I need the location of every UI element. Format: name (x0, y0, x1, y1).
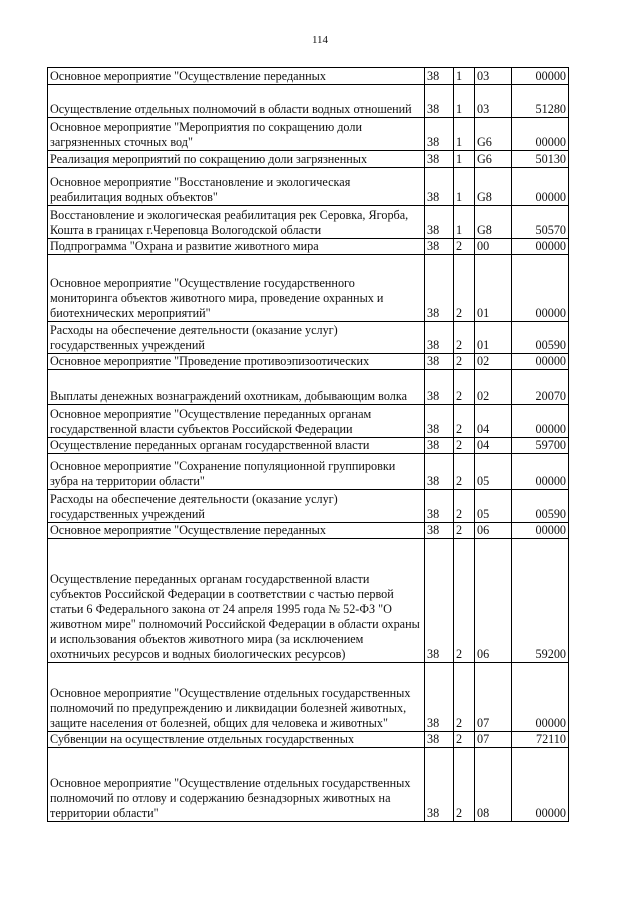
row-name: Расходы на обеспечение деятельности (оказание услуг) государственных учреждений (48, 490, 425, 523)
row-gp-code: 38 (425, 438, 454, 454)
table-row (48, 151, 569, 168)
row-name: Подпрограмма "Охрана и развитие животного мира (48, 239, 425, 255)
row-name: Основное мероприятие "Осуществление переданных органам государственной власти субъектов Российской Федерации (48, 405, 425, 438)
page-number: 114 (311, 34, 329, 46)
row-subprogram-code: 1 (454, 168, 475, 206)
row-direction-code: 51280 (512, 85, 569, 118)
row-subprogram-code: 2 (454, 239, 475, 255)
row-subprogram-code: 2 (454, 663, 475, 732)
row-gp-code: 38 (425, 732, 454, 748)
row-event-code: 00 (475, 239, 512, 255)
table-row (48, 239, 569, 255)
row-subprogram-code: 2 (454, 322, 475, 354)
table-row (48, 354, 569, 370)
row-gp-code: 38 (425, 118, 454, 151)
table-row (48, 168, 569, 206)
row-gp-code: 38 (425, 539, 454, 663)
row-subprogram-code: 2 (454, 255, 475, 322)
row-name: Осуществление отдельных полномочий в области водных отношений (48, 85, 425, 118)
row-direction-code: 00000 (512, 118, 569, 151)
row-event-code: 03 (475, 85, 512, 118)
row-subprogram-code: 2 (454, 438, 475, 454)
row-gp-code: 38 (425, 151, 454, 168)
row-direction-code: 00000 (512, 255, 569, 322)
row-name: Основное мероприятие "Осуществление переданных (48, 68, 425, 85)
row-event-code: 02 (475, 370, 512, 405)
row-name: Осуществление переданных органам государственной власти (48, 438, 425, 454)
row-event-code: 04 (475, 438, 512, 454)
row-name: Основное мероприятие "Осуществление переданных (48, 523, 425, 539)
table-row (48, 206, 569, 239)
row-direction-code: 00000 (512, 454, 569, 490)
row-name: Основное мероприятие "Осуществление государственного мониторинга объектов животного мира, проведение охранных и биотехнических мероприятий" (48, 255, 425, 322)
row-event-code: 03 (475, 68, 512, 85)
row-gp-code: 38 (425, 322, 454, 354)
row-direction-code: 50130 (512, 151, 569, 168)
row-direction-code: 20070 (512, 370, 569, 405)
row-name: Основное мероприятие "Сохранение популяционной группировки зубра на территории области" (48, 454, 425, 490)
row-direction-code: 72110 (512, 732, 569, 748)
row-event-code: G8 (475, 206, 512, 239)
row-subprogram-code: 1 (454, 206, 475, 239)
row-gp-code: 38 (425, 370, 454, 405)
row-direction-code: 00000 (512, 168, 569, 206)
row-event-code: 05 (475, 454, 512, 490)
table-row (48, 663, 569, 732)
row-subprogram-code: 2 (454, 732, 475, 748)
table-row (48, 118, 569, 151)
row-event-code: 07 (475, 663, 512, 732)
row-gp-code: 38 (425, 663, 454, 732)
row-direction-code: 00000 (512, 354, 569, 370)
row-event-code: G8 (475, 168, 512, 206)
row-gp-code: 38 (425, 255, 454, 322)
row-event-code: 07 (475, 732, 512, 748)
row-gp-code: 38 (425, 354, 454, 370)
table-row (48, 523, 569, 539)
row-gp-code: 38 (425, 206, 454, 239)
row-direction-code: 00000 (512, 239, 569, 255)
row-gp-code: 38 (425, 523, 454, 539)
row-event-code: 06 (475, 523, 512, 539)
row-event-code: 01 (475, 255, 512, 322)
row-direction-code: 00590 (512, 490, 569, 523)
table-row (48, 454, 569, 490)
row-name: Осуществление переданных органам государственной власти субъектов Российской Федерации в соответствии с частью первой статьи 6 Федерального закона от 24 апреля 1995 года № 52-ФЗ "О животном мире" полномочий Российской Федерации в области охраны и использования объектов животного мира (за исключением охотничьих ресурсов и водных биологических ресурсов) (48, 539, 425, 663)
row-subprogram-code: 2 (454, 405, 475, 438)
table-row (48, 732, 569, 748)
row-gp-code: 38 (425, 490, 454, 523)
row-gp-code: 38 (425, 454, 454, 490)
table-row (48, 405, 569, 438)
row-gp-code: 38 (425, 405, 454, 438)
table-row (48, 255, 569, 322)
row-gp-code: 38 (425, 68, 454, 85)
row-direction-code: 50570 (512, 206, 569, 239)
row-subprogram-code: 2 (454, 370, 475, 405)
row-subprogram-code: 1 (454, 85, 475, 118)
row-subprogram-code: 2 (454, 490, 475, 523)
row-event-code: 04 (475, 405, 512, 438)
row-subprogram-code: 2 (454, 539, 475, 663)
row-subprogram-code: 2 (454, 354, 475, 370)
row-direction-code: 00000 (512, 663, 569, 732)
row-direction-code: 00590 (512, 322, 569, 354)
row-name: Восстановление и экологическая реабилитация рек Серовка, Ягорба, Кошта в границах г.Череповца Вологодской области (48, 206, 425, 239)
row-event-code: G6 (475, 151, 512, 168)
row-gp-code: 38 (425, 748, 454, 822)
row-subprogram-code: 2 (454, 454, 475, 490)
table-row (48, 85, 569, 118)
row-gp-code: 38 (425, 239, 454, 255)
row-gp-code: 38 (425, 85, 454, 118)
row-event-code: G6 (475, 118, 512, 151)
row-name: Основное мероприятие "Осуществление отдельных государственных полномочий по предупреждению и ликвидации болезней животных, защите населения от болезней, общих для человека и животных" (48, 663, 425, 732)
row-name: Реализация мероприятий по сокращению доли загрязненных (48, 151, 425, 168)
table-row (48, 539, 569, 663)
row-event-code: 06 (475, 539, 512, 663)
row-gp-code: 38 (425, 168, 454, 206)
row-direction-code: 00000 (512, 523, 569, 539)
table-row (48, 322, 569, 354)
row-direction-code: 59200 (512, 539, 569, 663)
table-row (48, 748, 569, 822)
row-subprogram-code: 2 (454, 748, 475, 822)
row-direction-code: 59700 (512, 438, 569, 454)
row-event-code: 01 (475, 322, 512, 354)
table-row (48, 490, 569, 523)
row-direction-code: 00000 (512, 68, 569, 85)
table-body (48, 68, 569, 822)
row-subprogram-code: 1 (454, 118, 475, 151)
row-name: Выплаты денежных вознаграждений охотникам, добывающим волка (48, 370, 425, 405)
row-event-code: 02 (475, 354, 512, 370)
row-subprogram-code: 2 (454, 523, 475, 539)
row-event-code: 05 (475, 490, 512, 523)
table-row (48, 438, 569, 454)
row-name: Основное мероприятие "Осуществление отдельных государственных полномочий по отлову и содержанию безнадзорных животных на территории области" (48, 748, 425, 822)
row-subprogram-code: 1 (454, 151, 475, 168)
row-subprogram-code: 1 (454, 68, 475, 85)
row-name: Субвенции на осуществление отдельных государственных (48, 732, 425, 748)
table-row (48, 68, 569, 85)
row-name: Основное мероприятие "Проведение противоэпизоотических (48, 354, 425, 370)
row-name: Основное мероприятие "Восстановление и экологическая реабилитация водных объектов" (48, 168, 425, 206)
row-event-code: 08 (475, 748, 512, 822)
row-direction-code: 00000 (512, 405, 569, 438)
row-name: Расходы на обеспечение деятельности (оказание услуг) государственных учреждений (48, 322, 425, 354)
budget-classification-table (47, 67, 569, 822)
row-direction-code: 00000 (512, 748, 569, 822)
row-name: Основное мероприятие "Мероприятия по сокращению доли загрязненных сточных вод" (48, 118, 425, 151)
table-row (48, 370, 569, 405)
